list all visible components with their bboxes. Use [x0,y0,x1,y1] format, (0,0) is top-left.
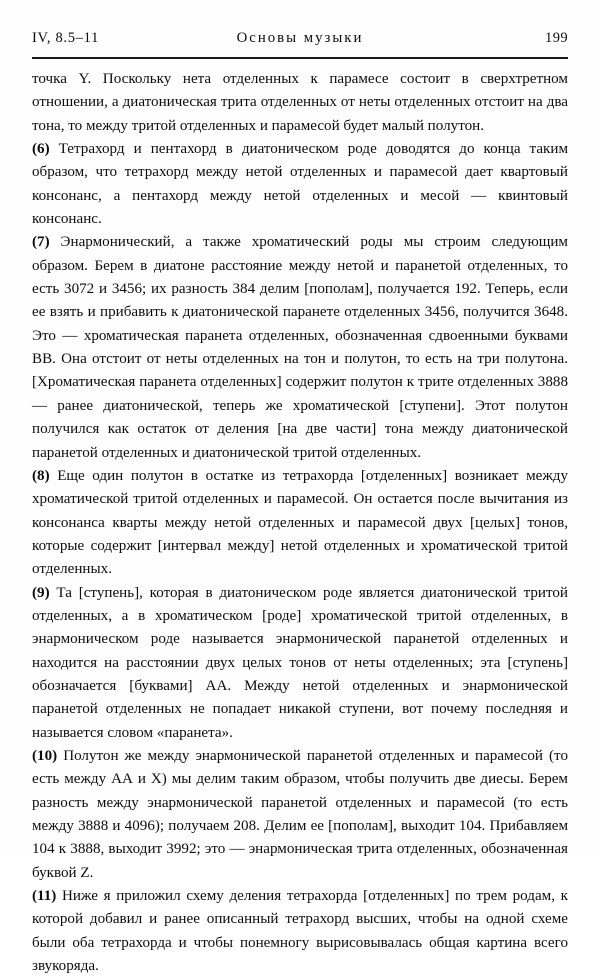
running-head-title: Основы музыки [236,30,364,46]
paragraph-text: Энармонический, а также хроматический роды мы строим следующим образом. Берем в диатоне расстояние между нетой и паранетой отделенных, то есть 3072 и 3456; их разность 384 делим [пополам], получается 192. Теперь, если ее взять и прибавить к диатонической паранете отделенных 3456, получится 3648. Это — хроматическая паранета отделенных, обозначенная сдвоенными буквами BB. Она отстоит от неты отделенных на тон и полутон, то есть на три полутона. [Хроматическая паранета отделенных] содержит полутон к трите отделенных 3888 — ранее диатонической, теперь же хроматической [ступени]. Этот полутон получился как остаток от деления [на две части] тона между диатонической паранетой отделенных и диатонической тритой отделенных. [32,234,568,461]
paragraph-text: Та [ступень], которая в диатоническом роде является диатонической тритой отделенных, а в хроматическом [роде] хроматической тритой отделенных, в энармоническом роде называется энармонической паранетой отделенных и находится на расстоянии двух целых тонов от неты отделенных; эта [ступень] обозначается [буквами] АА. Между нетой отделенных и энармонической паранетой отделенных не попадает никакой ступени, вот почему последняя и называется словом «паранета». [32,584,569,741]
body-text-column [32,68,568,978]
paragraph-number: (9) [32,584,50,601]
page-number: 199 [545,30,568,46]
paragraph-number: (8) [32,467,50,484]
paragraph-text: Еще один полутон в остатке из тетрахорда [отделенных] возникает между хроматической тритой отделенных и парамесой. Он остается после вычитания из консонанса кварты между нетой отделенных и парамесой двух [целых] тонов, которые содержит [интервал между] нетой отделенных и хроматической тритой отделенных. [32,467,568,578]
running-head-reference: IV, 8.5–11 [32,30,100,46]
paragraph-number: (6) [32,141,50,158]
paragraph-text: Полутон же между энармонической паранетой отделенных и парамесой (то есть между АА и X) мы делим таким образом, чтобы получить две диесы. Берем разность между энармонической паранетой отделенных и парамесой (то есть между 3888 и 4096); получаем 208. Делим ее [пополам], выходит 104. Прибавляем 104 к 3888, выходит 3992; это — энармоническая трита отделенных, обозначенная буквой Z. [32,747,568,881]
paragraph-7 [32,231,568,464]
paragraph-number: (11) [32,888,57,905]
paragraph-text: Ниже я приложил схему деления тетрахорда [отделенных] по трем родам, к которой добавил и ранее описанный тетрахорд высших, чтобы на одной схеме были оба тетрахорда и чтобы понемногу вырисовывалась общая картина всего звукоряда. [32,888,568,975]
paragraph-9 [32,582,568,745]
paragraph-text: Тетрахорд и пентахорд в диатоническом роде доводятся до конца таким образом, что тетрахорд между нетой отделенных и парамесой дает квартовый консонанс, а пентахорд между нетой отделенных и месой — квинтовый консонанс. [32,141,568,228]
paragraph-11 [32,885,568,978]
paragraph-number: (10) [32,747,58,764]
paragraph-continuation [32,68,568,138]
paragraph-8 [32,465,568,582]
paragraph-number: (7) [32,234,50,251]
paragraph-6 [32,138,568,231]
header-rule [32,57,568,59]
paragraph-text: точка Y. Поскольку нета отделенных к парамесе состоит в сверхтретном отношении, а диатоническая трита отделенных от неты отделенных отстоит на два тона, то между тритой отделенных и парамесой будет малый полутон. [32,71,568,134]
running-head [32,30,568,52]
paragraph-10 [32,745,568,885]
